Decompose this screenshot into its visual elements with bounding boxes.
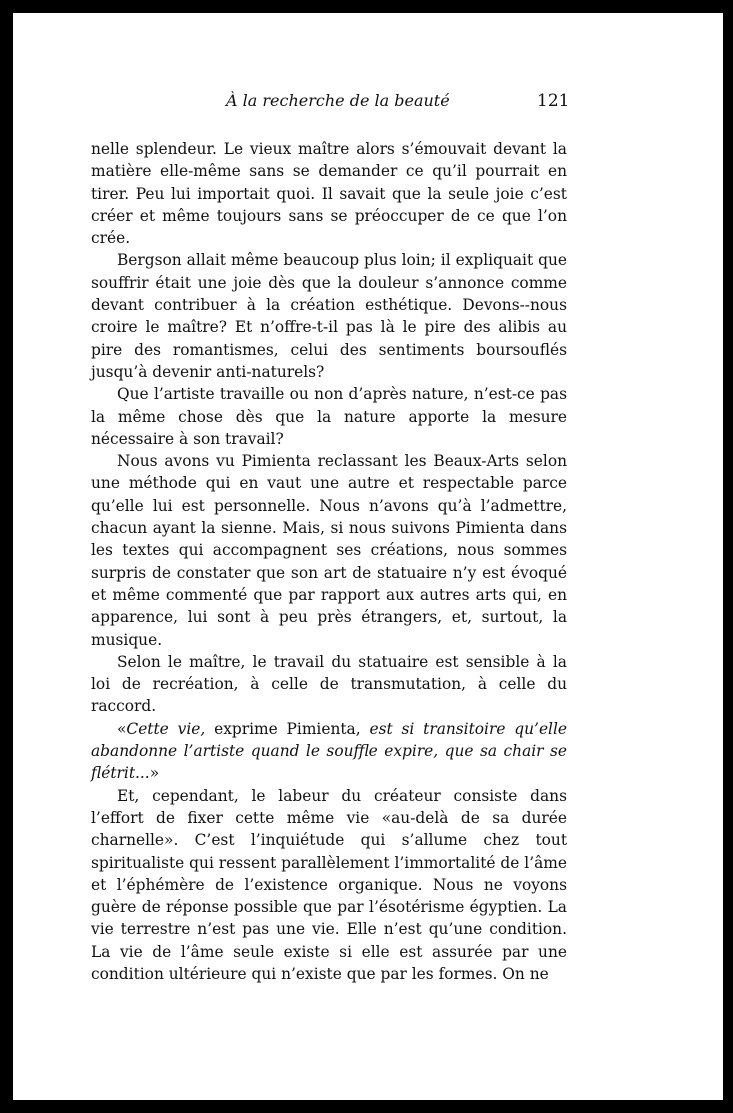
paragraph-7: Et, cependant, le labeur du créateur consiste dans l’effort de fixer cette même vie «au-delà de sa durée charnelle». C’est l’inquiétude qui s’allume chez tout spiritualiste qui ressent parallèlement l’immortalité de l’âme et l’éphémère de l’existence organique. Nous ne voyons guère de réponse possible que par l’ésotérisme égyptien. La vie terrestre n’est pas une vie. Elle n’est qu’une condition. La vie de l’âme seule existe si elle est assurée par une condition ultérieure qui n’existe que par les formes. On ne xyxy=(91,786,567,983)
body-text xyxy=(91,138,567,985)
quote-text-2: est si transitoire qu’elle abandonne l’artiste quand le souffle expire, que sa chair se flétrit... xyxy=(91,719,568,783)
page-number: 121 xyxy=(537,91,570,111)
quote-open-mark: « xyxy=(117,719,127,738)
quote-close-mark: » xyxy=(149,764,160,783)
paragraph-3: Que l’artiste travaille ou non d’après nature, n’est-ce pas la même chose dès que la nature apporte la mesure nécessaire à son travail? xyxy=(91,385,567,448)
running-head xyxy=(13,91,723,121)
running-title: À la recherche de la beauté xyxy=(226,91,450,110)
paragraph-5: Selon le maître, le travail du statuaire est sensible à la loi de recréation, à celle de transmutation, à celle du raccord. xyxy=(91,652,567,716)
paragraph-2: Bergson allait même beaucoup plus loin; il expliquait que souffrir était une joie dès que la douleur s’annonce comme devant contribuer à la création esthétique. Devons--nous croire le maître? Et n’offre-t-il pas là le pire des alibis au pire des romantismes, celui des sentiments boursouflés jusqu’à devenir anti-naturels? xyxy=(91,251,567,381)
quote-text-1: Cette vie, xyxy=(126,719,206,738)
quotation-paragraph xyxy=(91,718,567,785)
paragraph-4: Nous avons vu Pimienta reclassant les Beaux-Arts selon une méthode qui en vaut une autre et respectable parce qu’elle lui est personnelle. Nous n’avons qu’à l’admettre, chacun ayant la sienne. Mais, si nous suivons Pimienta dans les textes qui accompagnent ses créations, nous sommes surpris de constater que son art de statuaire n’y est évoqué et même commenté que par rapport aux autres arts qui, en apparence, lui sont à peu près étrangers, et, surtout, la musique. xyxy=(91,452,567,649)
quote-attribution: exprime Pimienta, xyxy=(205,719,370,738)
paragraph-1: nelle splendeur. Le vieux maître alors s’émouvait devant la matière elle-même sans se demander ce qu’il pourrait en tirer. Peu lui importait quoi. Il savait que la seule joie c’est créer et même toujours sans se préoccuper de ce que l’on crée. xyxy=(91,140,567,248)
book-page xyxy=(13,13,723,1100)
